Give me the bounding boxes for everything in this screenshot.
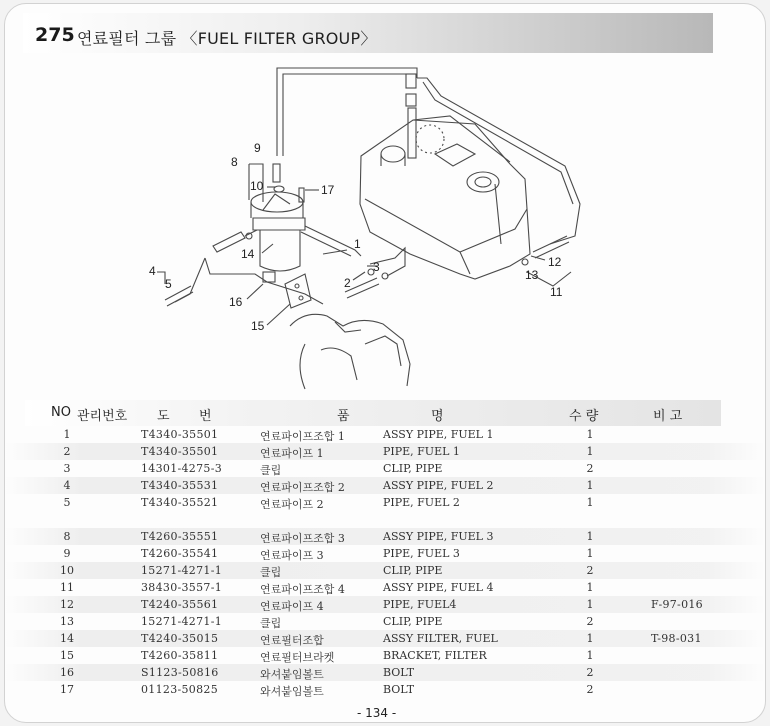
- quantity: 1: [586, 649, 594, 662]
- english-name: BRACKET, FILTER: [383, 649, 487, 662]
- korean-name: 연료필터브라켓: [260, 651, 335, 664]
- korean-name: 연료파이프 4: [260, 600, 324, 613]
- table-row: [5, 664, 765, 681]
- callout-label: 4: [149, 264, 156, 278]
- callout-label: 5: [165, 277, 172, 291]
- row-number: 15: [60, 649, 74, 662]
- callout-label: 17: [321, 183, 335, 197]
- table-row: [5, 460, 765, 477]
- table-row: [5, 579, 765, 596]
- table-row: [5, 681, 765, 698]
- table-row: [5, 596, 765, 613]
- part-number: T4340-35531: [141, 479, 219, 492]
- part-number: T4260-35551: [141, 530, 219, 543]
- callout-label: 1: [354, 237, 361, 251]
- part-number: T4340-35501: [141, 428, 219, 441]
- catalog-page: [4, 3, 766, 723]
- english-name: PIPE, FUEL 2: [383, 496, 460, 509]
- quantity: 1: [586, 479, 594, 492]
- quantity: 1: [586, 445, 594, 458]
- quantity: 2: [586, 564, 594, 577]
- part-number: T4260-35811: [141, 649, 219, 662]
- callout-label: 2: [344, 276, 351, 290]
- english-name: CLIP, PIPE: [383, 564, 443, 577]
- table-row: [5, 528, 765, 545]
- page-number: - 134 -: [357, 706, 397, 720]
- quantity: 1: [586, 598, 594, 611]
- row-number: 5: [63, 496, 71, 509]
- korean-name: 연료파이프조합 4: [260, 583, 345, 596]
- part-number: 14301-4275-3: [141, 462, 223, 475]
- english-name: BOLT: [383, 683, 415, 696]
- korean-name: 연료파이프 2: [260, 498, 324, 511]
- korean-name: 연료파이프조합 1: [260, 430, 345, 443]
- english-name: ASSY PIPE, FUEL 1: [383, 428, 494, 441]
- table-row: [5, 613, 765, 630]
- table-row: [5, 426, 765, 443]
- section-number: 275: [35, 24, 75, 46]
- col-header-drawing: 도: [157, 409, 170, 424]
- english-name: ASSY FILTER, FUEL: [383, 632, 498, 645]
- part-number: T4340-35501: [141, 445, 219, 458]
- col-header-name: 품: [337, 409, 350, 424]
- part-number: 38430-3557-1: [141, 581, 223, 594]
- quantity: 1: [586, 496, 594, 509]
- part-number: 01123-50825: [141, 683, 219, 696]
- remark: F-97-016: [651, 598, 703, 611]
- korean-name: 와셔붙임볼트: [260, 668, 324, 681]
- korean-name: 클립: [260, 566, 282, 579]
- row-number: 10: [60, 564, 74, 577]
- row-number: 12: [60, 598, 74, 611]
- col-header-quantity: 수 량: [569, 409, 599, 424]
- callout-label: 14: [241, 247, 255, 261]
- quantity: 1: [586, 530, 594, 543]
- callout-label: 13: [525, 268, 539, 282]
- part-number: T4240-35561: [141, 598, 219, 611]
- row-number: 8: [63, 530, 71, 543]
- table-header-bar: [25, 400, 721, 426]
- callout-label: 16: [229, 295, 243, 309]
- quantity: 2: [586, 666, 594, 679]
- english-name: PIPE, FUEL 1: [383, 445, 460, 458]
- quantity: 2: [586, 615, 594, 628]
- row-number: 16: [60, 666, 74, 679]
- part-number: 15271-4271-1: [141, 564, 223, 577]
- row-number: 2: [63, 445, 71, 458]
- row-number: 4: [63, 479, 71, 492]
- english-name: ASSY PIPE, FUEL 2: [383, 479, 494, 492]
- korean-name: 연료파이프 1: [260, 447, 324, 460]
- table-row: [5, 545, 765, 562]
- table-row: [5, 443, 765, 460]
- callout-label: 11: [550, 285, 563, 299]
- row-number: 1: [63, 428, 71, 441]
- korean-name: 연료파이프 3: [260, 549, 324, 562]
- quantity: 2: [586, 683, 594, 696]
- section-title: 연료필터 그룹 〈FUEL FILTER GROUP〉: [77, 29, 377, 48]
- quantity: 1: [586, 428, 594, 441]
- table-row: [5, 477, 765, 494]
- callout-label: 9: [254, 141, 261, 155]
- col-header-mgmt-number: 관리번호: [77, 409, 128, 424]
- korean-name: 연료파이프조합 3: [260, 532, 345, 545]
- english-name: ASSY PIPE, FUEL 3: [383, 530, 494, 543]
- english-name: CLIP, PIPE: [383, 462, 443, 475]
- english-name: PIPE, FUEL4: [383, 598, 457, 611]
- row-number: 11: [60, 581, 74, 594]
- quantity: 1: [586, 547, 594, 560]
- callout-label: 10: [250, 179, 264, 193]
- callout-label: 8: [231, 155, 238, 169]
- callout-label: 3: [373, 260, 380, 274]
- col-header-drawing-2: 번: [199, 409, 212, 424]
- part-number: S1123-50816: [141, 666, 219, 679]
- row-number: 9: [63, 547, 71, 560]
- korean-name: 클립: [260, 464, 282, 477]
- part-number: 15271-4271-1: [141, 615, 223, 628]
- col-header-no: NO: [51, 405, 71, 420]
- quantity: 1: [586, 581, 594, 594]
- quantity: 2: [586, 462, 594, 475]
- callout-label: 12: [548, 255, 562, 269]
- row-number: 14: [60, 632, 74, 645]
- table-row: [5, 647, 765, 664]
- english-name: BOLT: [383, 666, 415, 679]
- korean-name: 연료파이프조합 2: [260, 481, 345, 494]
- korean-name: 클립: [260, 617, 282, 630]
- english-name: CLIP, PIPE: [383, 615, 443, 628]
- row-number: 17: [60, 683, 74, 696]
- row-number: 3: [63, 462, 71, 475]
- part-number: T4240-35015: [141, 632, 219, 645]
- remark: T-98-031: [651, 632, 702, 645]
- part-number: T4260-35541: [141, 547, 219, 560]
- callout-label: 15: [251, 319, 265, 333]
- row-number: 13: [60, 615, 74, 628]
- col-header-name-2: 명: [431, 409, 444, 424]
- english-name: PIPE, FUEL 3: [383, 547, 460, 560]
- korean-name: 와셔붙임볼트: [260, 685, 324, 698]
- exploded-parts-diagram: [5, 4, 765, 394]
- col-header-remarks: 비 고: [653, 409, 683, 424]
- table-row: [5, 562, 765, 579]
- table-row: [5, 494, 765, 511]
- part-number: T4340-35521: [141, 496, 219, 509]
- korean-name: 연료필터조합: [260, 634, 324, 647]
- table-row: [5, 630, 765, 647]
- quantity: 1: [586, 632, 594, 645]
- english-name: ASSY PIPE, FUEL 4: [383, 581, 494, 594]
